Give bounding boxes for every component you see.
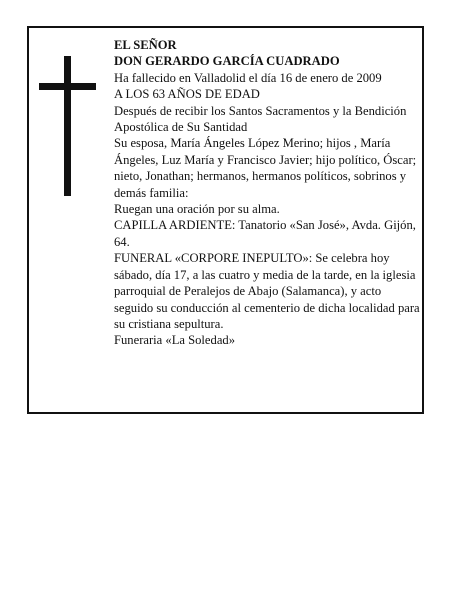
prayer-request: Ruegan una oración por su alma. bbox=[114, 202, 280, 217]
deceased-name: DON GERARDO GARCÍA CUADRADO bbox=[114, 54, 340, 69]
obituary-text bbox=[114, 37, 420, 349]
chapel-info: CAPILLA ARDIENTE: Tanatorio «San José», Avda. Gijón, 64. bbox=[114, 218, 416, 249]
cross-horizontal-bar bbox=[39, 83, 96, 90]
age-line: A LOS 63 AÑOS DE EDAD bbox=[114, 87, 260, 102]
family-list: Su esposa, María Ángeles López Merino; hijos , María Ángeles, Luz María y Francisco Javier; hijo político, Óscar; nieto, Jonathan; hermanos, hermanos políticos, sobrinos y demás familia: bbox=[114, 136, 417, 200]
funeral-home: Funeraria «La Soledad» bbox=[114, 333, 235, 348]
cross-vertical-bar bbox=[64, 56, 71, 196]
death-line: Ha fallecido en Valladolid el día 16 de enero de 2009 bbox=[114, 70, 382, 85]
sacraments-line: Después de recibir los Santos Sacramentos y la Bendición Apostólica de Su Santidad bbox=[114, 103, 407, 135]
funeral-info: FUNERAL «CORPORE INEPULTO»: Se celebra hoy sábado, día 17, a las cuatro y media de la tarde, en la iglesia parroquial de Peralejos de Abajo (Salamanca), y acto seguido su conducción al cementerio de dicha localidad para su cristiana sepultura. bbox=[114, 251, 420, 331]
notice-heading: EL SEÑOR bbox=[114, 38, 177, 52]
